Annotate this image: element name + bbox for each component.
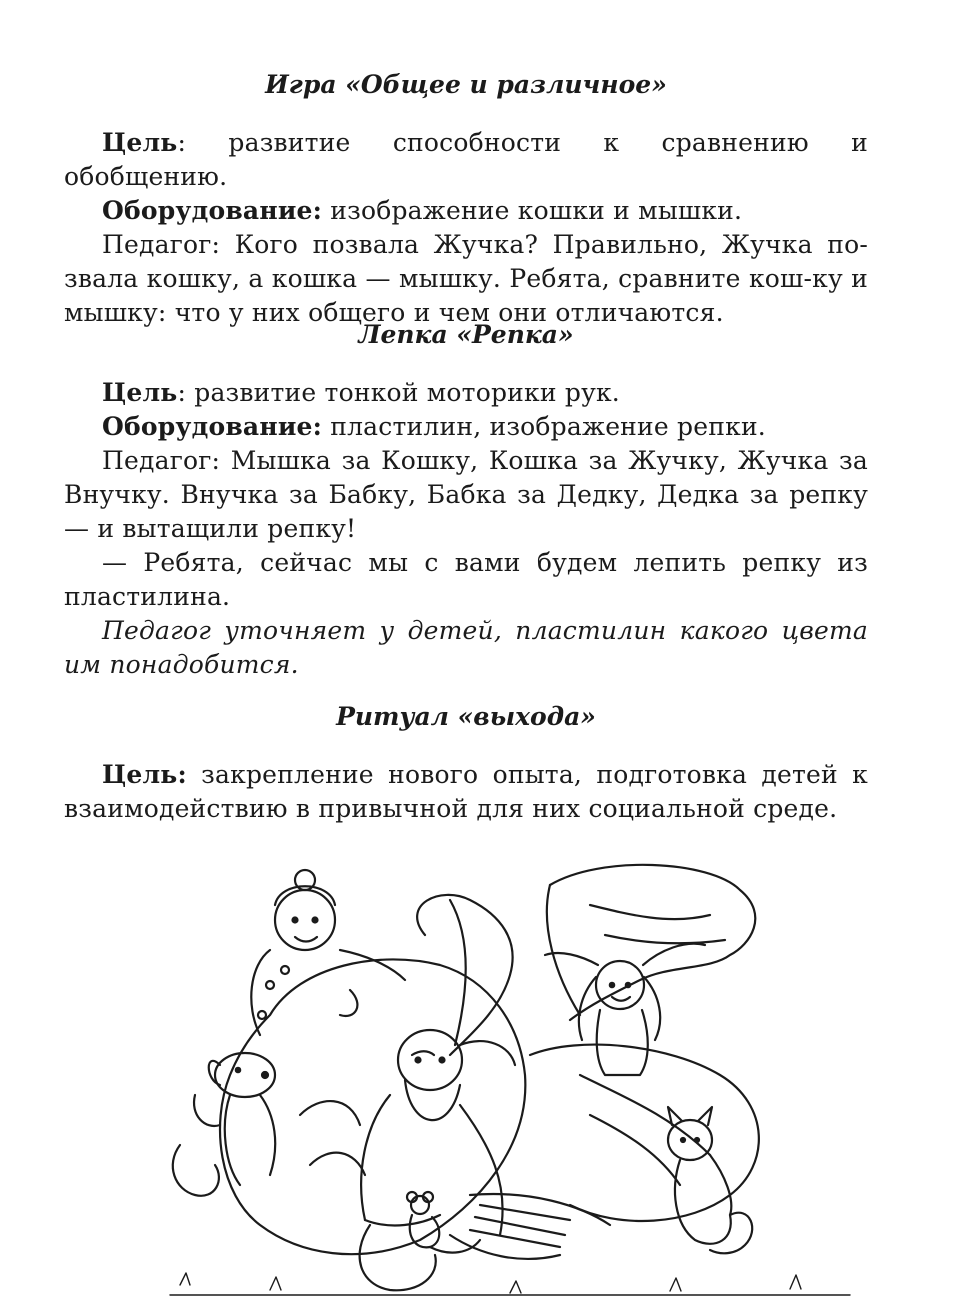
teacher-note: Педагог уточняет у детей, пластилин какого цвета им понадобится.: [64, 616, 868, 679]
section-title-ritual: Ритуал «выхода»: [336, 702, 596, 731]
teacher-paragraph: Педагог: Кого позвала Жучка? Правильно, Жучка по-звала кошку, а кошка — мышку. Ребята, сравните кош-ку и мышку: что у них общего и чем они отличаются.: [64, 230, 868, 327]
equipment-label: Оборудование:: [102, 196, 323, 225]
section-body-ritual: [64, 758, 868, 826]
goal-label: Цель:: [102, 760, 187, 789]
goal-text: : развитие тонкой моторики рук.: [177, 378, 620, 407]
children-paragraph: — Ребята, сейчас мы с вами будем лепить репку из пластилина.: [64, 548, 868, 611]
teacher-paragraph: Педагог: Мышка за Кошку, Кошка за Жучку, Жучка за Внучку. Внучка за Бабку, Бабка за Дедку, Дедка за репку — и вытащили репку!: [64, 446, 868, 543]
goal-label: Цель: [102, 128, 178, 157]
grandpa-figure: [360, 1030, 610, 1290]
goal-text: закрепление нового опыта, подготовка детей к взаимодействию в привычной для них социальной среде.: [64, 760, 868, 823]
goal-label: Цель: [102, 378, 178, 407]
goal-paragraph: [64, 758, 868, 826]
section-title-game: Игра «Общее и различное»: [265, 70, 667, 99]
turnip-root: [220, 959, 525, 1254]
goal-text: : развитие способности к сравнению и обобщению.: [64, 128, 868, 191]
equipment-text: изображение кошки и мышки.: [322, 196, 743, 225]
section-title-modeling: Лепка «Репка»: [358, 320, 574, 349]
turnip-cloth: [530, 1045, 759, 1221]
equipment-text: пластилин, изображение репки.: [322, 412, 766, 441]
section-body-modeling: [64, 376, 868, 682]
equipment-paragraph: [64, 410, 868, 444]
dog-figure: [173, 1053, 275, 1196]
goal-paragraph: [64, 126, 868, 194]
goal-paragraph: [64, 376, 868, 410]
equipment-label: Оборудование:: [102, 412, 323, 441]
granddaughter-figure: [545, 944, 705, 1075]
ground-grass: [170, 1273, 850, 1295]
turnip-illustration: [150, 845, 900, 1305]
section-body-game: [64, 126, 868, 330]
equipment-paragraph: [64, 194, 868, 228]
